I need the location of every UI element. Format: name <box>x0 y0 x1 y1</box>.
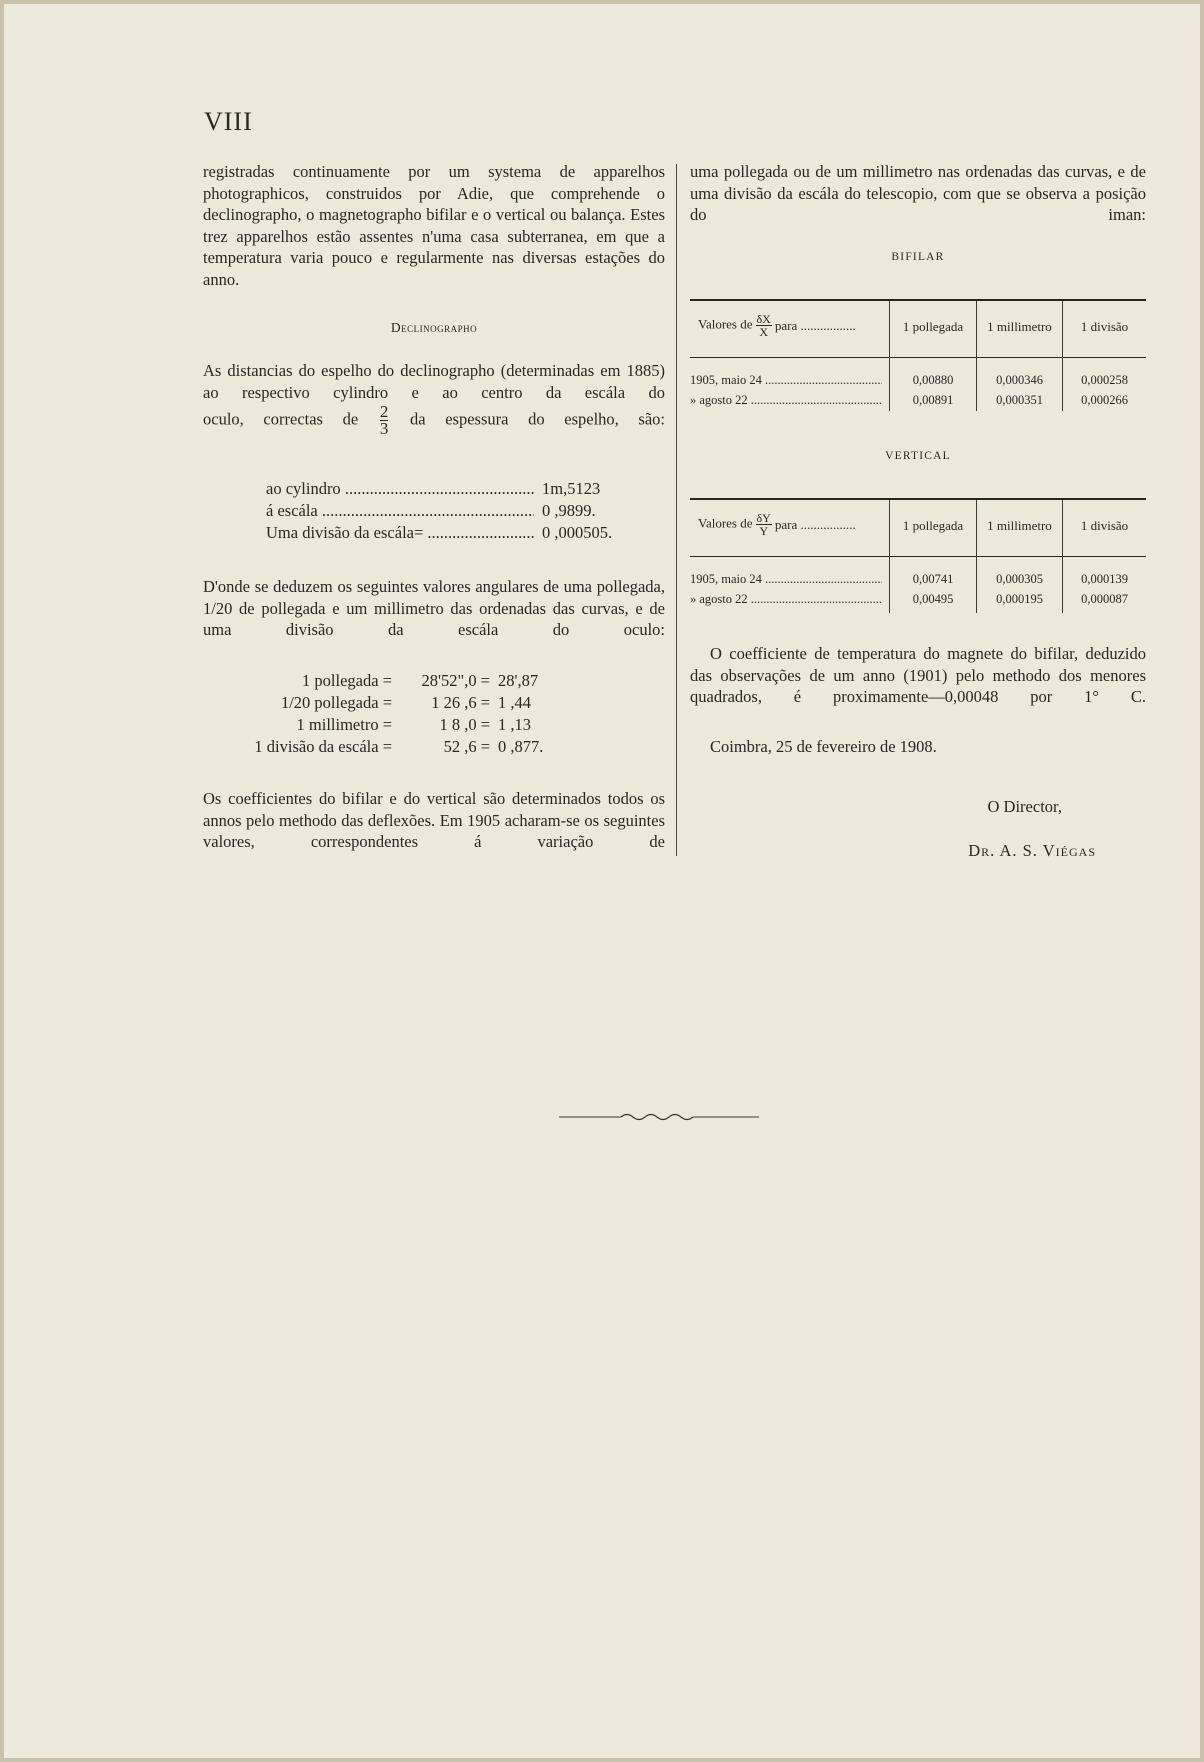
table-row-label: 1905, maio 24 ..... <box>690 373 882 388</box>
angle-value-2: 1 ,13 <box>498 715 531 734</box>
fraction-denominator: Y <box>759 524 769 538</box>
angle-label: 1 divisão da escála = <box>254 737 392 756</box>
angle-value-2: 0 ,877. <box>498 737 544 756</box>
table-header-rule <box>690 556 1146 557</box>
table-title-bifilar: BIFILAR <box>891 251 945 263</box>
distance-row <box>266 500 646 522</box>
angle-label: 1/20 pollegada = <box>280 693 392 712</box>
table-cell: 0,000351 <box>996 393 1043 407</box>
table-top-rule <box>690 299 1146 301</box>
table-row-label: 1905, maio 24 ..... <box>690 572 882 587</box>
table-top-rule <box>690 498 1146 500</box>
right-paragraph-2: O coefficiente de temperatura do magnete do bifilar, deduzido das observações de um anno (1901) pelo methodo dos menores quadrados, é proximamente—0,00048 por 1° C. <box>690 644 1146 706</box>
table-column-header: 1 pollegada <box>902 518 964 533</box>
para2b-pre: oculo, correctas de <box>203 409 359 429</box>
table-cell: 0,000258 <box>1081 373 1128 387</box>
angle-label: 1 pollegada = <box>302 671 392 690</box>
table-row-label: » agosto 22 ..... <box>690 592 882 607</box>
distance-label: Uma divisão da escála= ..... <box>266 522 534 544</box>
table-header-label <box>698 313 888 338</box>
distance-value: 1m,5123 <box>542 479 601 498</box>
delta-fraction <box>756 313 772 338</box>
page <box>4 4 1200 1758</box>
table-cell: 0,000305 <box>996 572 1043 586</box>
angle-label: 1 millimetro = <box>296 715 392 734</box>
signature-title: O Director, <box>987 797 1062 816</box>
angle-row <box>244 736 644 758</box>
angle-value-2: 28',87 <box>498 671 539 690</box>
table-column-header: 1 millimetro <box>987 319 1052 334</box>
distance-row <box>266 478 646 500</box>
table-cell: 0,00741 <box>912 572 954 586</box>
two-thirds-fraction: $\frac{2}{3}$ <box>379 402 389 438</box>
table-cell: 0,000087 <box>1081 592 1128 606</box>
table-header-rule <box>690 357 1146 358</box>
dateline: Coimbra, 25 de fevereiro de 1908. <box>710 737 937 756</box>
table-cell: 0,00891 <box>912 393 954 407</box>
ornament-divider <box>559 1111 759 1123</box>
fraction-denominator: X <box>759 325 769 339</box>
header-pre: Valores de <box>698 515 753 531</box>
table-cell: 0,000195 <box>996 592 1043 606</box>
table-column-header: 1 divisão <box>1080 319 1129 334</box>
table-cell: 0,00495 <box>912 592 954 606</box>
angle-value-1: 1 8 ,0 = <box>439 715 490 734</box>
table-column-header: 1 divisão <box>1080 518 1129 533</box>
angle-value-1: 52 ,6 = <box>443 737 490 756</box>
delta-fraction <box>756 512 772 537</box>
para2b-post: da espessura do espelho, são: <box>410 409 666 429</box>
left-paragraph-1: registradas continuamente por um systema de apparelhos photographicos, construidos por Adie, que comprehende o declinographo, o magnetographo bifilar e o vertical ou balança. Estes trez apparelhos estão assentes n'uma casa subterranea, em que a temperatura varia pouco e regularmente nas diversas estações do anno. <box>203 162 665 289</box>
distance-label: á escála ..... <box>266 500 534 522</box>
table-column-header: 1 pollegada <box>902 319 964 334</box>
right-paragraph-1: uma pollegada ou de um millimetro nas ordenadas das curvas, e de uma divisão da escála do telescopio, com que se observa a posição do iman: <box>690 162 1146 224</box>
table-cell: 0,000346 <box>996 373 1043 387</box>
table-cell: 0,00880 <box>912 373 954 387</box>
table-header-label <box>698 512 888 537</box>
angle-row <box>244 670 644 692</box>
bifilar-table <box>690 299 1146 411</box>
fraction-numerator: δX <box>756 312 771 326</box>
table-cell: 0,000139 <box>1081 572 1128 586</box>
header-post: para ..... <box>775 318 855 334</box>
header-post: para ..... <box>775 517 855 533</box>
table-cell: 0,000266 <box>1081 393 1128 407</box>
fraction-numerator: δY <box>756 511 771 525</box>
distance-row <box>266 522 646 544</box>
angle-value-1: 28'52",0 = <box>421 671 490 690</box>
left-paragraph-3: D'onde se deduzem os seguintes valores angulares de uma pollegada, 1/20 de pollegada e um millimetro das ordenadas das curvas, e de uma divisão da escála do oculo: <box>203 577 665 639</box>
header-pre: Valores de <box>698 316 753 332</box>
angle-value-2: 1 ,44 <box>498 693 531 712</box>
section-heading: Declinographo <box>390 320 478 335</box>
angle-row <box>244 714 644 736</box>
distance-label: ao cylindro ..... <box>266 478 534 500</box>
distance-value: 0 ,9899. <box>542 501 596 520</box>
distance-value: 0 ,000505. <box>542 523 613 542</box>
angle-row <box>244 692 644 714</box>
angle-value-1: 1 26 ,6 = <box>431 693 490 712</box>
left-paragraph-4: Os coefficientes do bifilar e do vertical são determinados todos os annos pelo methodo das deflexões. Em 1905 acharam-se os seguintes valores, correspondentes á variação de <box>203 789 665 851</box>
table-title-vertical: VERTICAL <box>885 450 951 462</box>
left-paragraph-2a: As distancias do espelho do declinographo (determinadas em 1885) ao respectivo cylindro e ao centro da escála do <box>203 361 665 402</box>
page-number: VIII <box>204 107 253 136</box>
left-paragraph-2b <box>203 404 665 437</box>
vertical-table <box>690 498 1146 613</box>
table-row-label: » agosto 22 ..... <box>690 393 882 408</box>
signature-name: Dr. A. S. Viégas <box>968 841 1096 860</box>
column-divider <box>676 164 677 856</box>
table-column-header: 1 millimetro <box>987 518 1052 533</box>
